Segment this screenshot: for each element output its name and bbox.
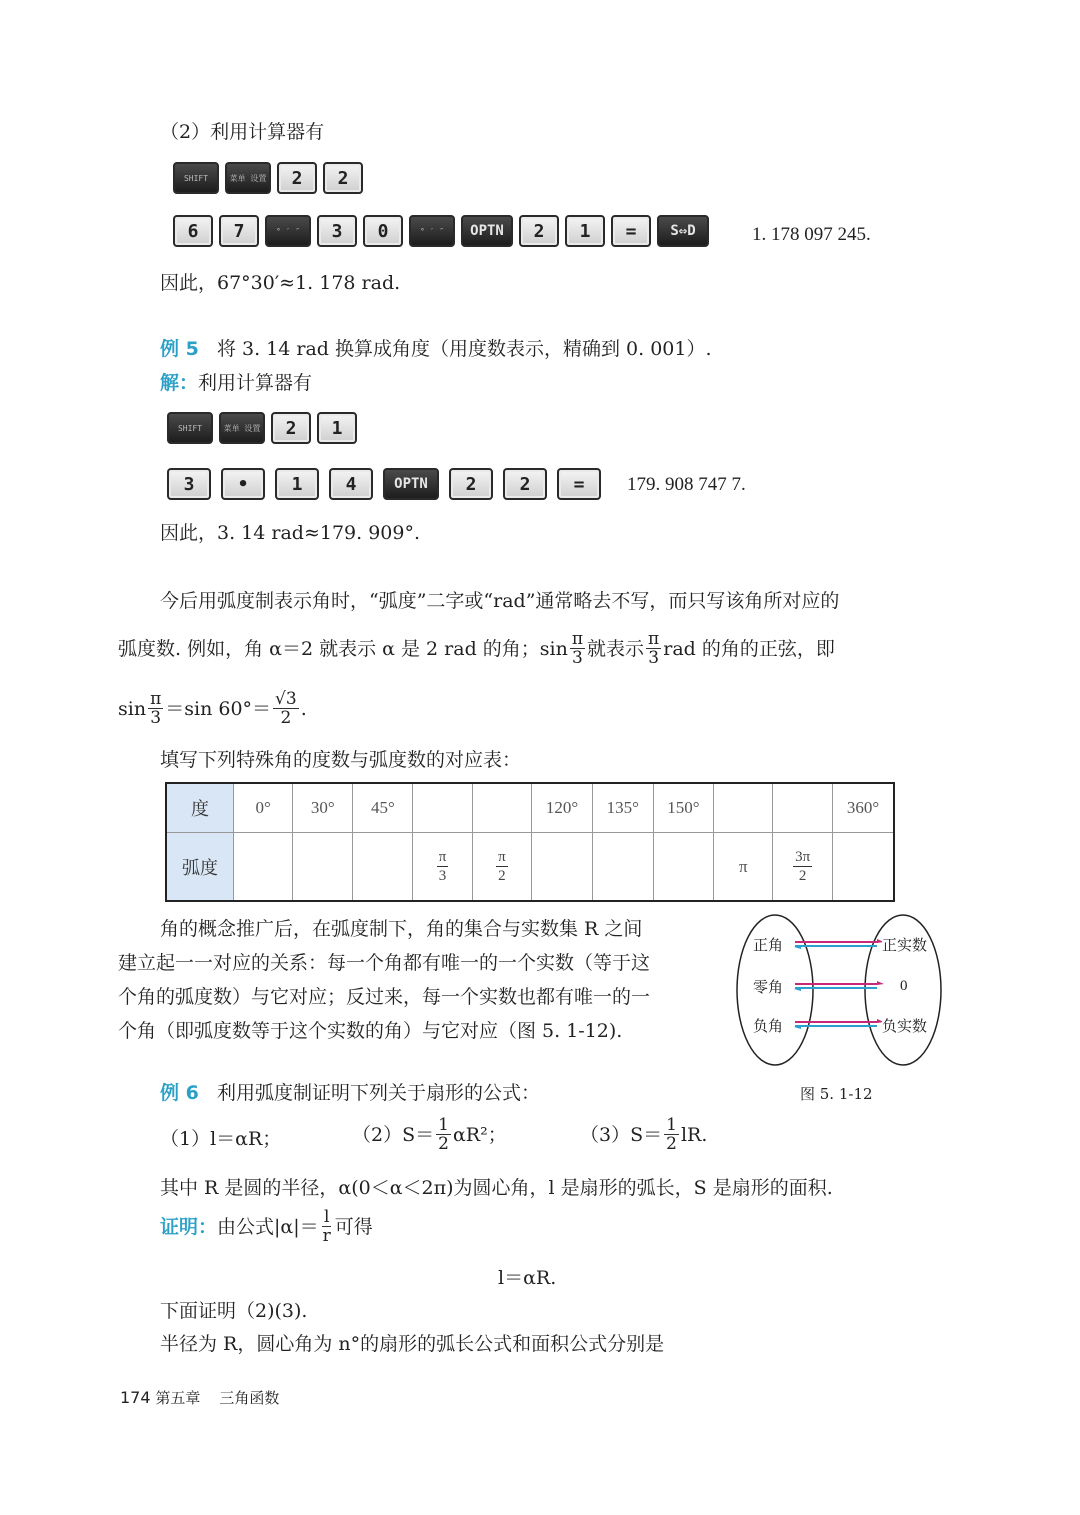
text: 可得 (334, 1215, 373, 1238)
figure-caption: 图 5. 1-12 (800, 1085, 873, 1103)
calc-key: 2 (519, 215, 559, 247)
table-cell[interactable] (472, 783, 531, 833)
row-header-radian: 弧度 (166, 833, 233, 901)
calc-key-equals: = (611, 215, 651, 247)
fraction-l-over-r: $\frac{l}{r}$ (322, 1207, 331, 1246)
table-cell[interactable] (833, 833, 894, 901)
example5-heading (160, 336, 712, 362)
calc-key-shift: SHIFT (173, 162, 219, 194)
fraction-pi-over-3: $\frac{\pi}{3}$ (150, 689, 162, 728)
formula-3 (580, 1116, 707, 1153)
table-cell (472, 833, 531, 901)
row-header-degree: 度 (166, 783, 233, 833)
text: （3）S＝ (580, 1123, 663, 1146)
fraction: $\frac{\pi}{2}$ (498, 849, 506, 885)
example6-note: 其中 R 是圆的半径，α(0＜α＜2π)为圆心角，l 是扇形的弧长，S 是扇形的面积. (160, 1177, 833, 1199)
table-cell[interactable] (773, 783, 833, 833)
fraction: $\frac{\pi}{3}$ (438, 849, 447, 885)
table-row-degrees (166, 783, 894, 833)
table-cell[interactable] (653, 833, 714, 901)
left-item: 正角 (753, 936, 784, 954)
table-cell: 30° (293, 783, 353, 833)
table-row-radians (166, 833, 894, 901)
text: ＝sin 60°＝ (165, 697, 272, 720)
calc-key: 4 (329, 468, 373, 500)
calc-key-menu: 菜单 设置 (225, 162, 271, 194)
formula-1: （1）l＝αR； (160, 1128, 282, 1150)
paragraph2-line: 个角（即弧度数等于这个实数的角）与它对应（图 5. 1-12). (118, 1020, 623, 1042)
paragraph1-line3 (118, 690, 307, 727)
solution-label: 解： (160, 372, 199, 394)
example5-label: 例 5 (160, 338, 199, 360)
proof-label: 证明： (160, 1215, 218, 1238)
table-cell: 150° (653, 783, 714, 833)
paragraph2 (118, 912, 650, 1048)
table-caption: 填写下列特殊角的度数与弧度数的对应表： (160, 749, 522, 771)
example5-result: 179. 908 747 7. (627, 474, 746, 495)
calc-key-dms: ° ′ ″ (409, 215, 455, 247)
left-item: 负角 (753, 1017, 784, 1035)
text: lR. (680, 1123, 708, 1146)
chapter-title: 三角函数 (219, 1389, 280, 1407)
example6-question: 利用弧度制证明下列关于扇形的公式： (216, 1082, 540, 1104)
solution-text: 利用计算器有 (198, 372, 313, 394)
table-cell[interactable] (413, 783, 472, 833)
text: 由公式|α|＝ (217, 1215, 319, 1238)
text: 弧度数. 例如，角 α＝2 就表示 α 是 2 rad 的角；sin (118, 637, 568, 660)
paragraph2-line: 建立起一一对应的关系：每一个角都有唯一的一个实数（等于这 (118, 952, 651, 974)
table-cell[interactable] (532, 833, 593, 901)
table-cell[interactable] (592, 833, 653, 901)
calculator-keys-row (173, 215, 709, 247)
right-item: 正实数 (882, 936, 928, 954)
example5-conclusion: 因此，3. 14 rad≈179. 909°. (160, 522, 421, 544)
calc-key: 2 (503, 468, 547, 500)
proof-last: 半径为 R，圆心角为 n°的扇形的弧长公式和面积公式分别是 (160, 1333, 665, 1355)
table-cell: 0° (233, 783, 292, 833)
calc-key: 2 (323, 162, 363, 194)
page-number: 174 (120, 1388, 151, 1407)
example6-heading (160, 1080, 540, 1106)
text: rad 的角的正弦，即 (663, 637, 835, 660)
calc-key: 1 (275, 468, 319, 500)
table-cell[interactable] (233, 833, 292, 901)
example5-solution (160, 370, 312, 396)
table-cell[interactable] (714, 783, 773, 833)
page-footer (120, 1387, 279, 1408)
table-cell[interactable] (293, 833, 353, 901)
table-cell: 360° (833, 783, 894, 833)
table-cell (773, 833, 833, 901)
paragraph2-line: 个角的弧度数）与它对应；反过来，每一个实数也都有唯一的一 (118, 986, 651, 1008)
text: （2）S＝ (352, 1123, 435, 1146)
table-cell[interactable] (353, 833, 413, 901)
table-cell: π (714, 833, 773, 901)
calc-key: 6 (173, 215, 213, 247)
fraction-pi-over-3: $\frac{\pi}{3}$ (648, 629, 660, 668)
text: αR²； (452, 1123, 507, 1146)
calc-key: 1 (317, 412, 357, 444)
calc-key-menu: 菜单 设置 (219, 412, 265, 444)
text: 就表示 (587, 637, 645, 660)
table-cell: 45° (353, 783, 413, 833)
fraction-sqrt3-over-2: $\frac{√3}{2}$ (275, 689, 297, 728)
calc-key-dms: ° ′ ″ (265, 215, 311, 247)
right-item: 负实数 (882, 1017, 928, 1035)
table-cell: 135° (592, 783, 653, 833)
calc-key-shift: SHIFT (167, 412, 213, 444)
calc-key: 7 (219, 215, 259, 247)
formula-2 (352, 1116, 507, 1153)
calc-key: 2 (277, 162, 317, 194)
calc-key-optn: OPTN (383, 468, 439, 500)
calc-key-equals: = (557, 468, 601, 500)
text: . (300, 697, 307, 720)
text: sin (118, 697, 147, 720)
example6-label: 例 6 (160, 1082, 199, 1104)
degree-radian-table (165, 782, 895, 902)
proof-line (160, 1208, 373, 1245)
part2-result: 1. 178 097 245. (752, 224, 871, 245)
fraction: $\frac{3\pi}{2}$ (795, 849, 811, 885)
calc-key: 3 (167, 468, 211, 500)
left-item: 零角 (753, 978, 784, 996)
calc-key: 0 (363, 215, 403, 247)
calc-key: 2 (449, 468, 493, 500)
proof-next: 下面证明（2)(3). (160, 1300, 308, 1322)
proof-result: l＝αR. (498, 1267, 557, 1289)
fraction-pi-over-3: $\frac{\pi}{3}$ (571, 629, 584, 668)
table-cell (413, 833, 472, 901)
paragraph1-line1: 今后用弧度制表示角时，“弧度”二字或“rad”通常略去不写，而只写该角所对应的 (160, 590, 840, 612)
calc-key: 2 (271, 412, 311, 444)
figure-correspondence (735, 912, 945, 1067)
fraction-one-half: $\frac{1}{2}$ (438, 1115, 449, 1154)
example5-question: 将 3. 14 rad 换算成角度（用度数表示，精确到 0. 001）. (216, 338, 712, 360)
calc-key: 3 (317, 215, 357, 247)
calculator-keys-row (167, 412, 357, 444)
calc-key-decimal: • (221, 468, 265, 500)
paragraph2-line: 角的概念推广后，在弧度制下，角的集合与实数集 R 之间 (160, 918, 643, 940)
fraction-one-half: $\frac{1}{2}$ (666, 1115, 677, 1154)
part2-intro: （2）利用计算器有 (160, 121, 325, 143)
chapter-label: 第五章 (155, 1389, 201, 1407)
right-item: 0 (900, 978, 908, 994)
calculator-keys-row (173, 162, 363, 194)
calc-key-optn: OPTN (461, 215, 513, 247)
table-cell: 120° (532, 783, 593, 833)
calculator-keys-row (167, 468, 601, 500)
calc-key-sd: S⇔D (657, 215, 709, 247)
calc-key: 1 (565, 215, 605, 247)
paragraph1-line2 (118, 630, 835, 667)
part2-conclusion: 因此，67°30′≈1. 178 rad. (160, 272, 401, 294)
